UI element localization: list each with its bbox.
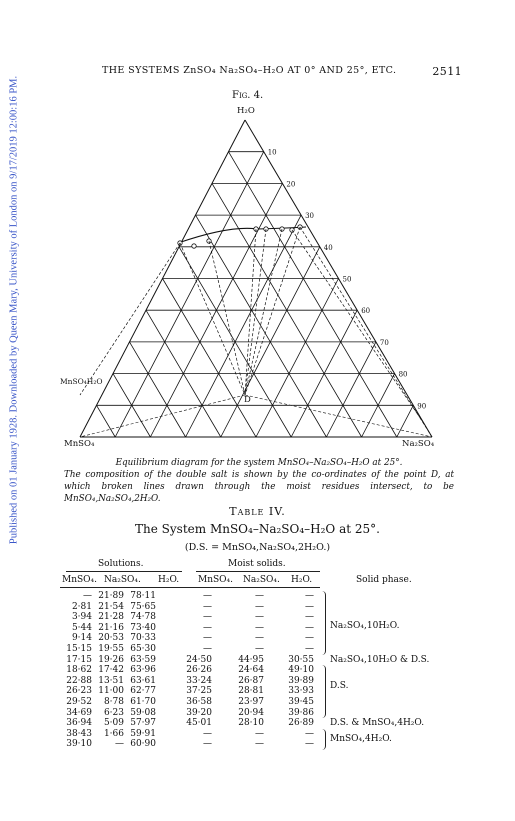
solutions-group-label: Solutions. [98, 559, 144, 569]
table-cell: 33·24 [186, 675, 212, 686]
table-cell: — [305, 591, 314, 601]
table-note: (D.S. = MnSO₄,Na₂SO₄,2H₂O.) [184, 542, 331, 553]
solid-phase-label: D.S. [330, 681, 349, 692]
table-cell: 39·89 [288, 675, 314, 686]
table-cell: 17·42 [98, 665, 124, 676]
table-cell: 74·78 [130, 612, 156, 623]
table-cell: 18·62 [66, 665, 92, 676]
solid-phase-label: MnSO₄,4H₂O. [330, 734, 392, 745]
table-cell: 21·28 [98, 612, 124, 623]
table-cell: 39·86 [288, 707, 314, 718]
scale-label: 80 [398, 370, 408, 379]
table-cell: 1·66 [103, 728, 124, 739]
table-cell: 39·10 [66, 739, 92, 750]
bracket [321, 729, 326, 750]
solid-phase-label: Na₂SO₄,10H₂O. [330, 620, 400, 631]
table-header: H₂O. [158, 575, 180, 585]
table-cell: — [305, 612, 314, 623]
table-cell: 28·10 [238, 718, 264, 729]
table-header: Solid phase. [356, 575, 412, 585]
table-header: MnSO₄. [198, 575, 234, 585]
table-header: MnSO₄. [62, 575, 98, 585]
table-cell: — [203, 612, 212, 623]
table-cell: 62·77 [130, 686, 156, 697]
table-cell: 57·97 [130, 718, 156, 729]
triangle-grid [80, 120, 432, 437]
table-header: Na₂SO₄. [104, 575, 141, 585]
table-subtitle: The System MnSO₄–Na₂SO₄–H₂O at 25°. [135, 522, 380, 536]
table-cell: 21·89 [98, 591, 124, 601]
table-cell: 26·89 [288, 718, 314, 729]
page-number: 2511 [432, 65, 462, 78]
running-head-title: THE SYSTEMS ZnSO₄ Na₂SO₄–H₂O AT 0° AND 25°, ETC. [102, 65, 397, 76]
table-cell: — [255, 612, 264, 623]
download-watermark-text: Published on 01 January 1928. Downloaded by Queen Mary, University of London on 9/17/2019 12:00:16 PM. [8, 75, 20, 545]
grid-line-diagonal [397, 405, 414, 437]
table-cell: 5·44 [71, 622, 92, 633]
table-cell: 21·16 [98, 622, 124, 633]
table-cell: 65·30 [130, 644, 156, 654]
table-cell: — [203, 644, 212, 654]
table-cell: 3·94 [71, 612, 92, 623]
table-cell: — [203, 591, 212, 601]
table-cell: 26·87 [238, 675, 264, 686]
table-cell: 5·09 [103, 718, 124, 729]
point-d-label: D [244, 395, 251, 405]
scale-label: 60 [361, 307, 371, 316]
scale-labels [268, 149, 427, 411]
table-cell: 38·43 [66, 728, 92, 739]
table-cell: 26·26 [186, 665, 212, 676]
figure-caption [64, 457, 454, 505]
tie-line [209, 241, 245, 395]
table-cell: 63·96 [130, 665, 156, 676]
table-cell: — [255, 633, 264, 644]
table-cell: 20·94 [238, 707, 264, 718]
table-cell: — [203, 622, 212, 633]
table-cell: 2·81 [71, 601, 92, 612]
table-cell: 59·91 [130, 728, 156, 739]
table-cell: 63·59 [130, 654, 156, 665]
table-cell: — [115, 739, 124, 750]
table-cell: 59·08 [130, 707, 156, 718]
figure-label: Fig. 4. [232, 90, 264, 101]
table-cell: 8·78 [103, 697, 124, 707]
table-cell: — [203, 601, 212, 612]
table-cell: 61·70 [130, 697, 156, 707]
table-cell: 26·23 [66, 686, 92, 697]
moist-solids-rule [196, 571, 320, 572]
table-cell: 30·55 [288, 654, 314, 665]
table-cell: — [305, 644, 314, 654]
table-cell: 39·20 [186, 707, 212, 718]
grid-line-diagonal [256, 279, 339, 438]
scale-label: 10 [267, 148, 277, 157]
caption-title: Equilibrium diagram for the system MnSO₄–Na₂SO₄–H₂O at 25°. [115, 458, 403, 468]
table-cell: 15·15 [66, 644, 92, 654]
scale-label: 30 [305, 212, 315, 221]
table-cell: — [305, 601, 314, 612]
tie-line [292, 230, 425, 425]
table-cell: 6·23 [103, 707, 124, 718]
table-cell: — [255, 601, 264, 612]
mnso4-vertex-label: MnSO₄ [64, 439, 95, 449]
table-cell: 19·55 [98, 644, 124, 654]
table-cell: 36·58 [186, 697, 212, 707]
table-cell: — [305, 622, 314, 633]
table-cell: 49·10 [288, 665, 314, 676]
table-cell: 45·01 [186, 718, 212, 729]
table-cell: 13·51 [98, 675, 124, 686]
h2o-vertex-label: H₂O [237, 106, 255, 116]
table-cell: — [255, 728, 264, 739]
scale-label: 50 [342, 275, 352, 284]
scale-label: 90 [417, 402, 427, 411]
solid-phase-label: D.S. & MnSO₄,4H₂O. [330, 718, 425, 729]
table-cell: 34·69 [66, 707, 92, 718]
table-cell: 75·65 [130, 601, 156, 612]
table-cell: 39·45 [288, 697, 314, 707]
grid-line-diagonal [229, 152, 397, 437]
table-cell: 22·88 [66, 675, 92, 686]
table-cell: 19·26 [98, 654, 124, 665]
table-cell: 20·53 [98, 633, 124, 644]
table-cell: 24·64 [238, 665, 264, 676]
table-cell: — [305, 633, 314, 644]
grid-line-diagonal [115, 152, 264, 437]
table-cell: — [305, 728, 314, 739]
table-cell: — [255, 622, 264, 633]
table-cell: — [255, 739, 264, 750]
table-cell: — [305, 739, 314, 750]
tie-line [80, 395, 245, 437]
table-header: Na₂SO₄. [243, 575, 280, 585]
table-cell: 70·33 [130, 633, 156, 644]
table-cell: 33·93 [288, 686, 314, 697]
table-cell: 78·11 [130, 591, 156, 601]
bracket [321, 665, 326, 718]
table-cell: 9·14 [71, 633, 92, 644]
solid-phase-label: Na₂SO₄,10H₂O & D.S. [330, 654, 430, 665]
moist-solids-group-label: Moist solids. [228, 559, 286, 569]
bracket [321, 591, 326, 655]
table-cell: 21·54 [98, 601, 124, 612]
table-cell: — [203, 739, 212, 750]
tie-line [245, 227, 300, 395]
table-cell: — [255, 591, 264, 601]
table-cell: 23·97 [238, 697, 264, 707]
na2so4-vertex-label: Na₂SO₄ [402, 439, 435, 449]
table-cell: — [255, 644, 264, 654]
scale-label: 70 [379, 338, 389, 347]
table-cell: 60·90 [130, 739, 156, 750]
table-cell: 28·81 [238, 686, 264, 697]
tie-line [80, 243, 180, 395]
table-cell: 44·95 [238, 654, 264, 665]
table-cell: 37·25 [186, 686, 212, 697]
table-cell: — [83, 591, 92, 601]
scale-label: 40 [323, 243, 333, 252]
table-cell: 17·15 [66, 654, 92, 665]
table-cell: 24·50 [186, 654, 212, 665]
scale-label: 20 [286, 180, 296, 189]
table-cell: 29·52 [66, 697, 92, 707]
tie-line [245, 395, 432, 437]
mnso4-hydrate-label: MnSO₄H₂O [60, 377, 103, 386]
table-cell: — [203, 633, 212, 644]
grid-line-diagonal [163, 279, 257, 438]
solutions-rule [66, 571, 182, 572]
solution-point [192, 244, 196, 248]
table-cell: — [203, 728, 212, 739]
table-header: H₂O. [291, 575, 313, 585]
caption-body: The composition of the double salt is shown by the co-ordinates of the point D, at which broken lines drawn through the moist residues intersect, to be MnSO₄,Na₂SO₄,2H₂O. [64, 470, 454, 504]
table-title: Table IV. [229, 505, 286, 518]
header-rule [60, 587, 320, 588]
table-cell: 36·94 [66, 718, 92, 729]
table-cell: 73·40 [130, 622, 156, 633]
table-cell: 63·61 [130, 675, 156, 686]
table-cell: 11·00 [98, 686, 124, 697]
